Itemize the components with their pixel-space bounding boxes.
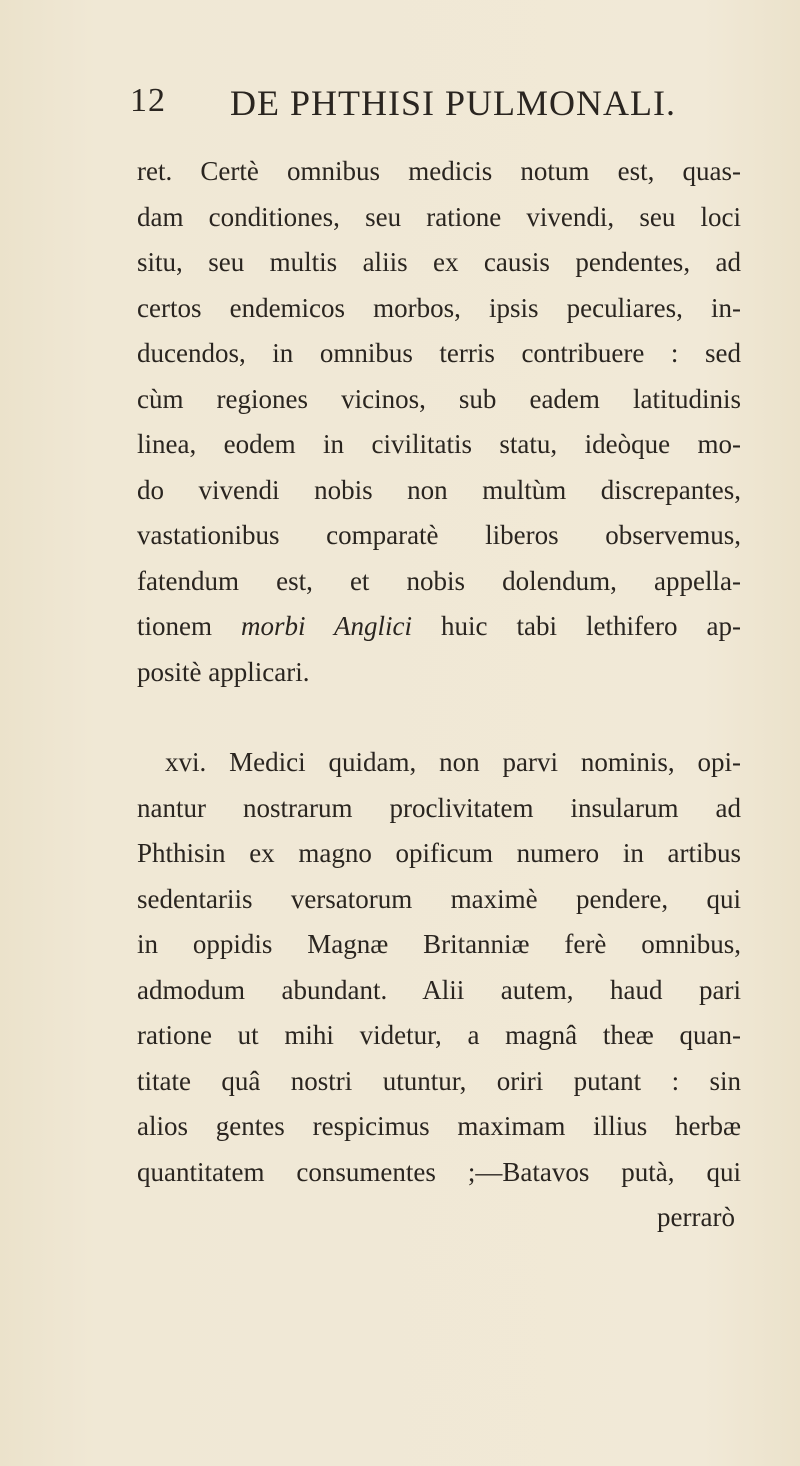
text-line: in oppidis Magnæ Britanniæ ferè omnibus, [137, 929, 741, 959]
text-segment: tionem [137, 611, 242, 641]
italic-term: morbi Anglici [241, 611, 413, 641]
text-line: ducendos, in omnibus terris contribuere : sed [137, 338, 741, 368]
text-line: situ, seu multis aliis ex causis pendentes, ad [137, 247, 741, 277]
text-line: dam conditiones, seu ratione vivendi, seu loci [137, 201, 741, 232]
text-line: nantur nostrarum proclivitatem insularum ad [137, 792, 741, 823]
running-title: DE PHTHISI PULMONALI. [230, 83, 676, 123]
text-line: titate quâ nostri utuntur, oriri putant : sin [137, 1065, 741, 1096]
text-line: certos endemicos morbos, ipsis peculiares, in- [137, 292, 741, 323]
text-line: positè applicari. [137, 656, 310, 687]
body-text [137, 149, 741, 1241]
text-line: sedentariis versatorum maximè pendere, qui [137, 883, 741, 914]
catchword: perrarò [657, 1202, 735, 1232]
paragraph-1 [137, 149, 741, 695]
paragraph-2 [137, 740, 741, 1195]
text-line: admodum abundant. Alii autem, haud pari [137, 974, 741, 1005]
page-number: 12 [130, 82, 166, 119]
text-line: quantitatem consumentes ;—Batavos putà, qui [137, 1156, 741, 1187]
text-segment: huic tabi lethifero ap- [412, 611, 741, 641]
text-line: vastationibus comparatè liberos observemus, [137, 520, 741, 550]
text-line: do vivendi nobis non multùm discrepantes, [137, 474, 741, 505]
running-head [130, 82, 750, 126]
paragraph-gap [137, 695, 741, 740]
text-line: alios gentes respicimus maximam illius herbæ [137, 1111, 741, 1141]
text-line: linea, eodem in civilitatis statu, ideòque mo- [137, 429, 741, 459]
text-line: fatendum est, et nobis dolendum, appella- [137, 565, 741, 596]
text-line: ret. Certè omnibus medicis notum est, quas- [137, 156, 741, 186]
text-line: cùm regiones vicinos, sub eadem latitudinis [137, 383, 741, 414]
text-line: xvi. Medici quidam, non parvi nominis, opi- [165, 747, 741, 777]
text-line: Phthisin ex magno opificum numero in artibus [137, 838, 741, 868]
text-line: ratione ut mihi videtur, a magnâ theæ quan- [137, 1020, 741, 1050]
text-line [137, 604, 741, 650]
